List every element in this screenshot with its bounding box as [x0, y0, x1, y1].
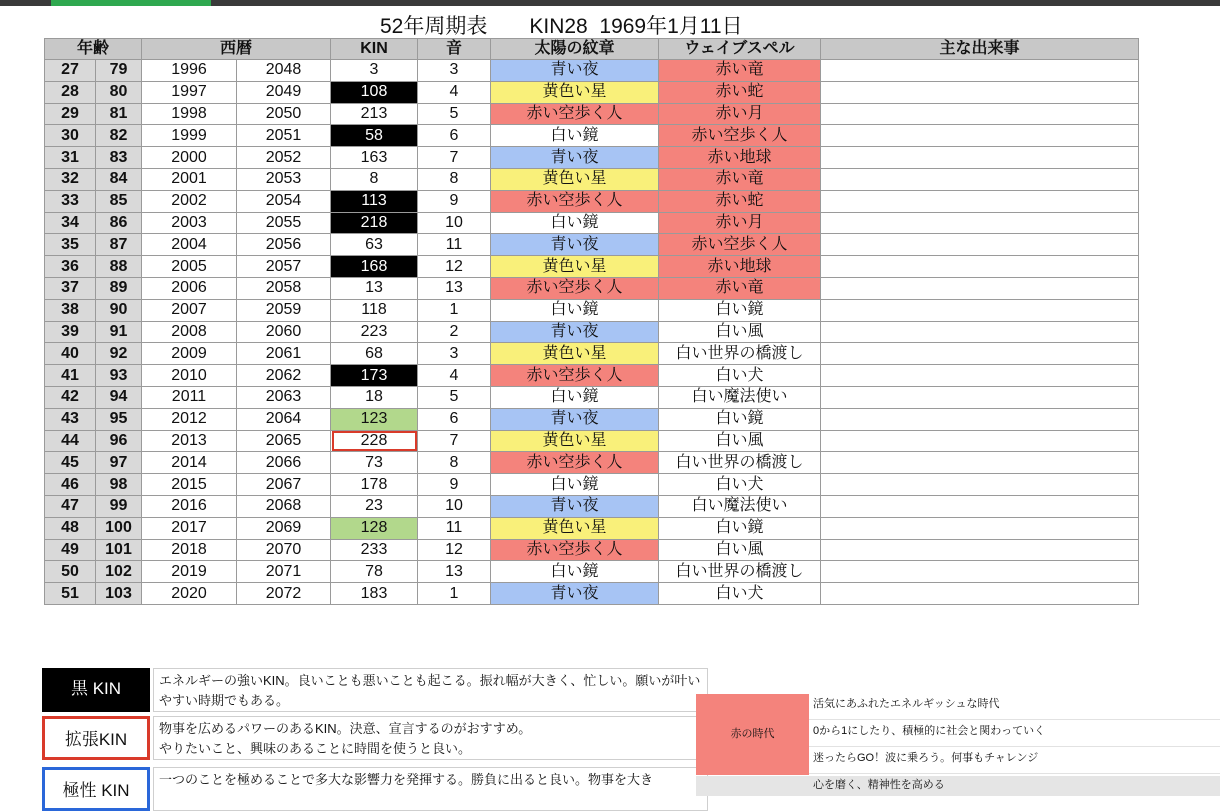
age-cell: 95: [96, 408, 142, 430]
year-cell: 2013: [142, 430, 237, 452]
year-cell: 2050: [237, 103, 331, 125]
wavespell-cell: 白い魔法使い: [659, 386, 821, 408]
age-cell: 93: [96, 365, 142, 387]
tone-cell: 1: [418, 299, 491, 321]
seal-cell: 青い夜: [491, 408, 659, 430]
year-cell: 2020: [142, 583, 237, 605]
table-row: [45, 256, 1139, 278]
tone-cell: 11: [418, 517, 491, 539]
table-row: [45, 234, 1139, 256]
year-cell: 2055: [237, 212, 331, 234]
wavespell-cell: 白い犬: [659, 474, 821, 496]
event-cell[interactable]: [821, 103, 1139, 125]
seal-cell: 青い夜: [491, 495, 659, 517]
year-cell: 2018: [142, 539, 237, 561]
age-cell: 86: [96, 212, 142, 234]
age-cell: 29: [45, 103, 96, 125]
age-cell: 87: [96, 234, 142, 256]
table-row: [45, 561, 1139, 583]
tone-cell: 5: [418, 386, 491, 408]
table-row: [45, 212, 1139, 234]
table-row: [45, 386, 1139, 408]
tone-cell: 7: [418, 147, 491, 169]
header-seal: 太陽の紋章: [491, 39, 659, 60]
table-header-row: [45, 39, 1139, 60]
year-cell: 2052: [237, 147, 331, 169]
tone-cell: 13: [418, 561, 491, 583]
table-row: [45, 299, 1139, 321]
seal-cell: 白い鏡: [491, 386, 659, 408]
kin-cell: 58: [331, 125, 418, 147]
age-cell: 102: [96, 561, 142, 583]
year-cell: 2015: [142, 474, 237, 496]
year-cell: 2059: [237, 299, 331, 321]
kin-cell: 228: [331, 430, 418, 452]
age-cell: 79: [96, 60, 142, 82]
header-tone: 音: [418, 39, 491, 60]
header-wavespell: ウェイブスペル: [659, 39, 821, 60]
seal-cell: 青い夜: [491, 147, 659, 169]
age-cell: 42: [45, 386, 96, 408]
year-cell: 2008: [142, 321, 237, 343]
event-cell[interactable]: [821, 234, 1139, 256]
age-cell: 84: [96, 168, 142, 190]
event-cell[interactable]: [821, 495, 1139, 517]
seal-cell: 青い夜: [491, 583, 659, 605]
year-cell: 2016: [142, 495, 237, 517]
age-cell: 90: [96, 299, 142, 321]
event-cell[interactable]: [821, 430, 1139, 452]
wavespell-cell: 白い世界の橋渡し: [659, 452, 821, 474]
age-cell: 51: [45, 583, 96, 605]
legend-label-expand-kin: 拡張KIN: [42, 716, 150, 760]
age-cell: 81: [96, 103, 142, 125]
age-cell: 94: [96, 386, 142, 408]
tone-cell: 9: [418, 474, 491, 496]
event-cell[interactable]: [821, 561, 1139, 583]
age-cell: 30: [45, 125, 96, 147]
tone-cell: 6: [418, 125, 491, 147]
year-cell: 2003: [142, 212, 237, 234]
table-row: [45, 190, 1139, 212]
era-next-row: [696, 776, 1220, 796]
event-cell[interactable]: [821, 365, 1139, 387]
age-cell: 28: [45, 81, 96, 103]
year-cell: 2011: [142, 386, 237, 408]
tone-cell: 8: [418, 452, 491, 474]
seal-cell: 白い鏡: [491, 474, 659, 496]
kin-cell: 63: [331, 234, 418, 256]
year-cell: 2064: [237, 408, 331, 430]
kin-cell: 78: [331, 561, 418, 583]
seal-cell: 黄色い星: [491, 430, 659, 452]
seal-cell: 黄色い星: [491, 343, 659, 365]
legend-desc-polar-kin: 一つのことを極めることで多大な影響力を発揮する。勝負に出ると良い。物事を大き: [153, 767, 708, 811]
era-line: 迷ったらGO！波に乗ろう。何事もチャレンジ: [809, 748, 1220, 774]
seal-cell: 赤い空歩く人: [491, 277, 659, 299]
age-cell: 48: [45, 517, 96, 539]
kin-cell: 173: [331, 365, 418, 387]
year-cell: 2005: [142, 256, 237, 278]
year-cell: 2009: [142, 343, 237, 365]
age-cell: 45: [45, 452, 96, 474]
wavespell-cell: 白い鏡: [659, 517, 821, 539]
kin-cell: 168: [331, 256, 418, 278]
year-cell: 2000: [142, 147, 237, 169]
event-cell[interactable]: [821, 539, 1139, 561]
kin-cell: 68: [331, 343, 418, 365]
event-cell[interactable]: [821, 125, 1139, 147]
year-cell: 2012: [142, 408, 237, 430]
kin-cell: 128: [331, 517, 418, 539]
event-cell[interactable]: [821, 386, 1139, 408]
year-cell: 2004: [142, 234, 237, 256]
year-cell: 2066: [237, 452, 331, 474]
table-row: [45, 321, 1139, 343]
age-cell: 35: [45, 234, 96, 256]
era-line: 活気にあふれたエネルギッシュな時代: [809, 694, 1220, 720]
year-cell: 2072: [237, 583, 331, 605]
seal-cell: 青い夜: [491, 234, 659, 256]
seal-cell: 赤い空歩く人: [491, 365, 659, 387]
table-row: [45, 583, 1139, 605]
wavespell-cell: 赤い月: [659, 103, 821, 125]
page-title: 52年周期表 KIN28 1969年1月11日: [380, 15, 743, 38]
year-cell: 2057: [237, 256, 331, 278]
seal-cell: 赤い空歩く人: [491, 452, 659, 474]
tone-cell: 10: [418, 495, 491, 517]
event-cell[interactable]: [821, 517, 1139, 539]
wavespell-cell: 赤い蛇: [659, 81, 821, 103]
tone-cell: 2: [418, 321, 491, 343]
wavespell-cell: 赤い蛇: [659, 190, 821, 212]
tone-cell: 13: [418, 277, 491, 299]
table-row: [45, 474, 1139, 496]
year-cell: 2014: [142, 452, 237, 474]
tone-cell: 11: [418, 234, 491, 256]
year-cell: 2048: [237, 60, 331, 82]
age-cell: 89: [96, 277, 142, 299]
age-cell: 47: [45, 495, 96, 517]
kin-cell: 233: [331, 539, 418, 561]
year-cell: 2049: [237, 81, 331, 103]
header-year: 西暦: [142, 39, 331, 60]
year-cell: 2065: [237, 430, 331, 452]
kin-cell: 113: [331, 190, 418, 212]
age-cell: 38: [45, 299, 96, 321]
wavespell-cell: 赤い竜: [659, 168, 821, 190]
tone-cell: 10: [418, 212, 491, 234]
year-cell: 1998: [142, 103, 237, 125]
wavespell-cell: 白い風: [659, 430, 821, 452]
tone-cell: 12: [418, 256, 491, 278]
table-row: [45, 168, 1139, 190]
age-cell: 98: [96, 474, 142, 496]
tone-cell: 7: [418, 430, 491, 452]
event-cell[interactable]: [821, 474, 1139, 496]
event-cell[interactable]: [821, 60, 1139, 82]
wavespell-cell: 赤い空歩く人: [659, 125, 821, 147]
legend-label-polar-kin: 極性 KIN: [42, 767, 150, 811]
kin-cell: 123: [331, 408, 418, 430]
seal-cell: 赤い空歩く人: [491, 103, 659, 125]
seal-cell: 白い鏡: [491, 125, 659, 147]
age-cell: 88: [96, 256, 142, 278]
legend-label-black-kin: 黒 KIN: [42, 668, 150, 712]
kin-cell: 163: [331, 147, 418, 169]
wavespell-cell: 白い鏡: [659, 408, 821, 430]
tone-cell: 1: [418, 583, 491, 605]
year-cell: 1997: [142, 81, 237, 103]
age-cell: 96: [96, 430, 142, 452]
age-cell: 82: [96, 125, 142, 147]
table-row: [45, 430, 1139, 452]
table-row: [45, 343, 1139, 365]
year-cell: 2068: [237, 495, 331, 517]
age-cell: 43: [45, 408, 96, 430]
year-cell: 2001: [142, 168, 237, 190]
wavespell-cell: 赤い地球: [659, 256, 821, 278]
age-cell: 103: [96, 583, 142, 605]
era-next-line: 心を磨く、精神性を高める: [813, 779, 945, 791]
year-cell: 2056: [237, 234, 331, 256]
kin-cell: 8: [331, 168, 418, 190]
year-cell: 1999: [142, 125, 237, 147]
kin-cell: 218: [331, 212, 418, 234]
year-cell: 2058: [237, 277, 331, 299]
year-cell: 2067: [237, 474, 331, 496]
wavespell-cell: 赤い竜: [659, 277, 821, 299]
age-cell: 101: [96, 539, 142, 561]
year-cell: 2053: [237, 168, 331, 190]
wavespell-cell: 白い魔法使い: [659, 495, 821, 517]
wavespell-cell: 白い風: [659, 539, 821, 561]
header-kin: KIN: [331, 39, 418, 60]
year-cell: 2071: [237, 561, 331, 583]
wavespell-cell: 白い風: [659, 321, 821, 343]
seal-cell: 黄色い星: [491, 256, 659, 278]
table-row: [45, 103, 1139, 125]
legend-desc-expand-kin: 物事を広めるパワーのあるKIN。決意、宣言するのがおすすめ。 やりたいこと、興味のあることに時間を使うと良い。: [153, 716, 708, 760]
kin-cell: 223: [331, 321, 418, 343]
wavespell-cell: 白い犬: [659, 365, 821, 387]
year-cell: 2017: [142, 517, 237, 539]
age-cell: 27: [45, 60, 96, 82]
event-cell[interactable]: [821, 168, 1139, 190]
event-cell[interactable]: [821, 583, 1139, 605]
event-cell[interactable]: [821, 408, 1139, 430]
age-cell: 85: [96, 190, 142, 212]
event-cell[interactable]: [821, 343, 1139, 365]
table-row: [45, 452, 1139, 474]
age-cell: 92: [96, 343, 142, 365]
event-cell[interactable]: [821, 299, 1139, 321]
kin-cell: 178: [331, 474, 418, 496]
wavespell-cell: 赤い地球: [659, 147, 821, 169]
year-cell: 2006: [142, 277, 237, 299]
cycle-table: [44, 38, 1139, 605]
year-cell: 2010: [142, 365, 237, 387]
year-cell: 2063: [237, 386, 331, 408]
seal-cell: 白い鏡: [491, 299, 659, 321]
seal-cell: 黄色い星: [491, 517, 659, 539]
age-cell: 34: [45, 212, 96, 234]
active-tab-indicator[interactable]: [51, 0, 211, 6]
kin-cell: 108: [331, 81, 418, 103]
year-cell: 1996: [142, 60, 237, 82]
table-row: [45, 365, 1139, 387]
table-row: [45, 517, 1139, 539]
age-cell: 36: [45, 256, 96, 278]
seal-cell: 青い夜: [491, 60, 659, 82]
year-cell: 2054: [237, 190, 331, 212]
year-cell: 2051: [237, 125, 331, 147]
seal-cell: 赤い空歩く人: [491, 190, 659, 212]
wavespell-cell: 白い犬: [659, 583, 821, 605]
age-cell: 44: [45, 430, 96, 452]
age-cell: 32: [45, 168, 96, 190]
year-cell: 2060: [237, 321, 331, 343]
event-cell[interactable]: [821, 321, 1139, 343]
header-age: 年齢: [45, 39, 142, 60]
seal-cell: 青い夜: [491, 321, 659, 343]
year-cell: 2061: [237, 343, 331, 365]
event-cell[interactable]: [821, 256, 1139, 278]
wavespell-cell: 白い鏡: [659, 299, 821, 321]
kin-cell: 118: [331, 299, 418, 321]
age-cell: 31: [45, 147, 96, 169]
kin-cell: 213: [331, 103, 418, 125]
table-row: [45, 495, 1139, 517]
table-row: [45, 60, 1139, 82]
age-cell: 83: [96, 147, 142, 169]
year-cell: 2002: [142, 190, 237, 212]
kin-cell: 18: [331, 386, 418, 408]
tone-cell: 3: [418, 343, 491, 365]
age-cell: 33: [45, 190, 96, 212]
event-cell[interactable]: [821, 190, 1139, 212]
tone-cell: 6: [418, 408, 491, 430]
year-cell: 2069: [237, 517, 331, 539]
seal-cell: 黄色い星: [491, 81, 659, 103]
table-row: [45, 408, 1139, 430]
legend-desc-black-kin: エネルギーの強いKIN。良いことも悪いことも起こる。振れ幅が大きく、忙しい。願いが叶いやすい時期でもある。: [153, 668, 708, 712]
age-cell: 41: [45, 365, 96, 387]
tone-cell: 12: [418, 539, 491, 561]
table-row: [45, 539, 1139, 561]
year-cell: 2019: [142, 561, 237, 583]
age-cell: 97: [96, 452, 142, 474]
wavespell-cell: 白い世界の橋渡し: [659, 343, 821, 365]
kin-cell: 73: [331, 452, 418, 474]
age-cell: 37: [45, 277, 96, 299]
tone-cell: 4: [418, 81, 491, 103]
table-row: [45, 81, 1139, 103]
era-line: 0から1にしたり、積極的に社会と関わっていく: [809, 721, 1220, 747]
table-row: [45, 277, 1139, 299]
age-cell: 49: [45, 539, 96, 561]
wavespell-cell: 白い世界の橋渡し: [659, 561, 821, 583]
age-cell: 46: [45, 474, 96, 496]
tone-cell: 8: [418, 168, 491, 190]
tone-cell: 4: [418, 365, 491, 387]
tone-cell: 5: [418, 103, 491, 125]
kin-cell: 183: [331, 583, 418, 605]
wavespell-cell: 赤い空歩く人: [659, 234, 821, 256]
seal-cell: 黄色い星: [491, 168, 659, 190]
year-cell: 2062: [237, 365, 331, 387]
era-label: 赤の時代: [696, 694, 809, 775]
age-cell: 39: [45, 321, 96, 343]
age-cell: 91: [96, 321, 142, 343]
tone-cell: 3: [418, 60, 491, 82]
seal-cell: 白い鏡: [491, 561, 659, 583]
header-events: 主な出来事: [821, 39, 1139, 60]
age-cell: 80: [96, 81, 142, 103]
seal-cell: 白い鏡: [491, 212, 659, 234]
event-cell[interactable]: [821, 277, 1139, 299]
wavespell-cell: 赤い竜: [659, 60, 821, 82]
event-cell[interactable]: [821, 81, 1139, 103]
event-cell[interactable]: [821, 452, 1139, 474]
year-cell: 2070: [237, 539, 331, 561]
table-row: [45, 147, 1139, 169]
seal-cell: 赤い空歩く人: [491, 539, 659, 561]
kin-cell: 13: [331, 277, 418, 299]
age-cell: 100: [96, 517, 142, 539]
event-cell[interactable]: [821, 212, 1139, 234]
age-cell: 50: [45, 561, 96, 583]
kin-cell: 3: [331, 60, 418, 82]
tone-cell: 9: [418, 190, 491, 212]
wavespell-cell: 赤い月: [659, 212, 821, 234]
year-cell: 2007: [142, 299, 237, 321]
event-cell[interactable]: [821, 147, 1139, 169]
kin-cell: 23: [331, 495, 418, 517]
age-cell: 40: [45, 343, 96, 365]
age-cell: 99: [96, 495, 142, 517]
table-row: [45, 125, 1139, 147]
